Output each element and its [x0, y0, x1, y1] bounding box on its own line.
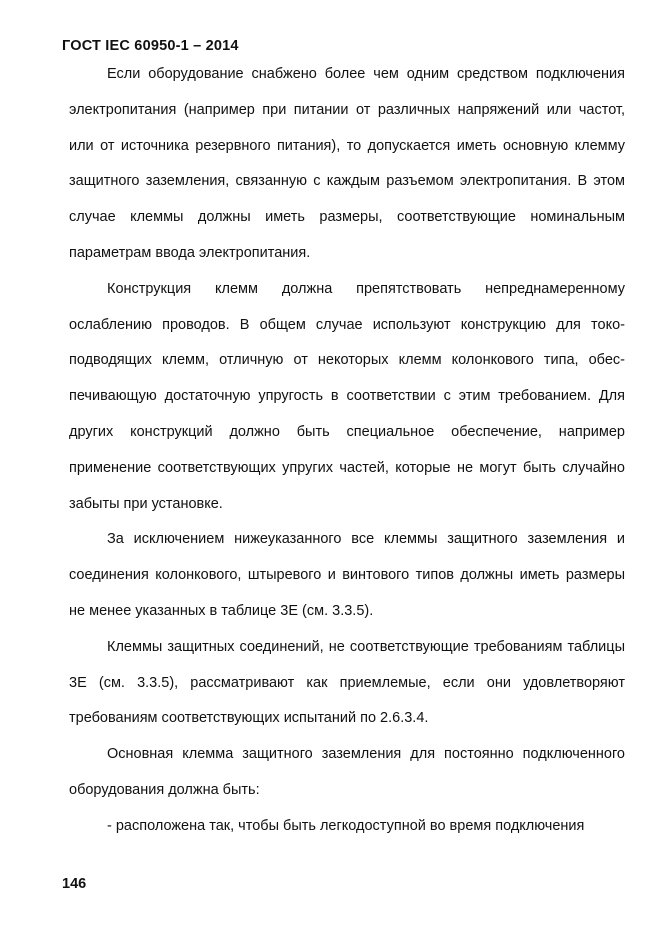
page-number: 146: [62, 876, 87, 892]
list-item-location: - расположена так, чтобы быть легкодоступной во время подключения: [107, 817, 585, 834]
paragraph-multiple-supply: Если оборудование снабжено более чем одним средством подключения электропитания (например при питании от различных напряжений или частот, или от источника резервного питания), то допускается иметь основную клемму защитного заземления, связанную с каждым разъемом электропитания. В этом случае клеммы должны иметь размеры, соответствующие номинальным параметрам ввода электропитания.: [69, 66, 625, 261]
paragraph-terminal-construction: Конструкция клемм должна препятствовать непреднамеренному ослаблению проводов. В общем случае используют конструкцию для токоподводящих клемм, отличную от некоторых клемм колонкового типа, обеспечивающую достаточную упругость в соответствии с этим требованием. Для других конструкций должно быть специальное обеспечение, например применение соответствующих упругих частей, которые не могут быть случайно забыты при установке.: [69, 280, 625, 512]
paragraph-terminal-dimensions: За исключением нижеуказанного все клеммы защитного заземления и соединения колонкового, штыревого и винтового типов должны иметь размеры не менее указанных в таблице 3Е (см. 3.3.5).: [69, 531, 625, 619]
paragraph-main-earthing-terminal: Основная клемма защитного заземления для постоянно подключенного оборудования должна быть:: [69, 746, 625, 798]
body-text: [69, 57, 625, 845]
paragraph-bonding-terminals: Клеммы защитных соединений, не соответствующие требованиям таблицы 3Е (см. 3.3.5), рассматривают как приемлемые, если они удовлетворяют требованиям соответствующих испытаний по 2.6.3.4.: [69, 638, 625, 727]
document-header: ГОСТ IEC 60950-1 – 2014: [62, 38, 239, 54]
